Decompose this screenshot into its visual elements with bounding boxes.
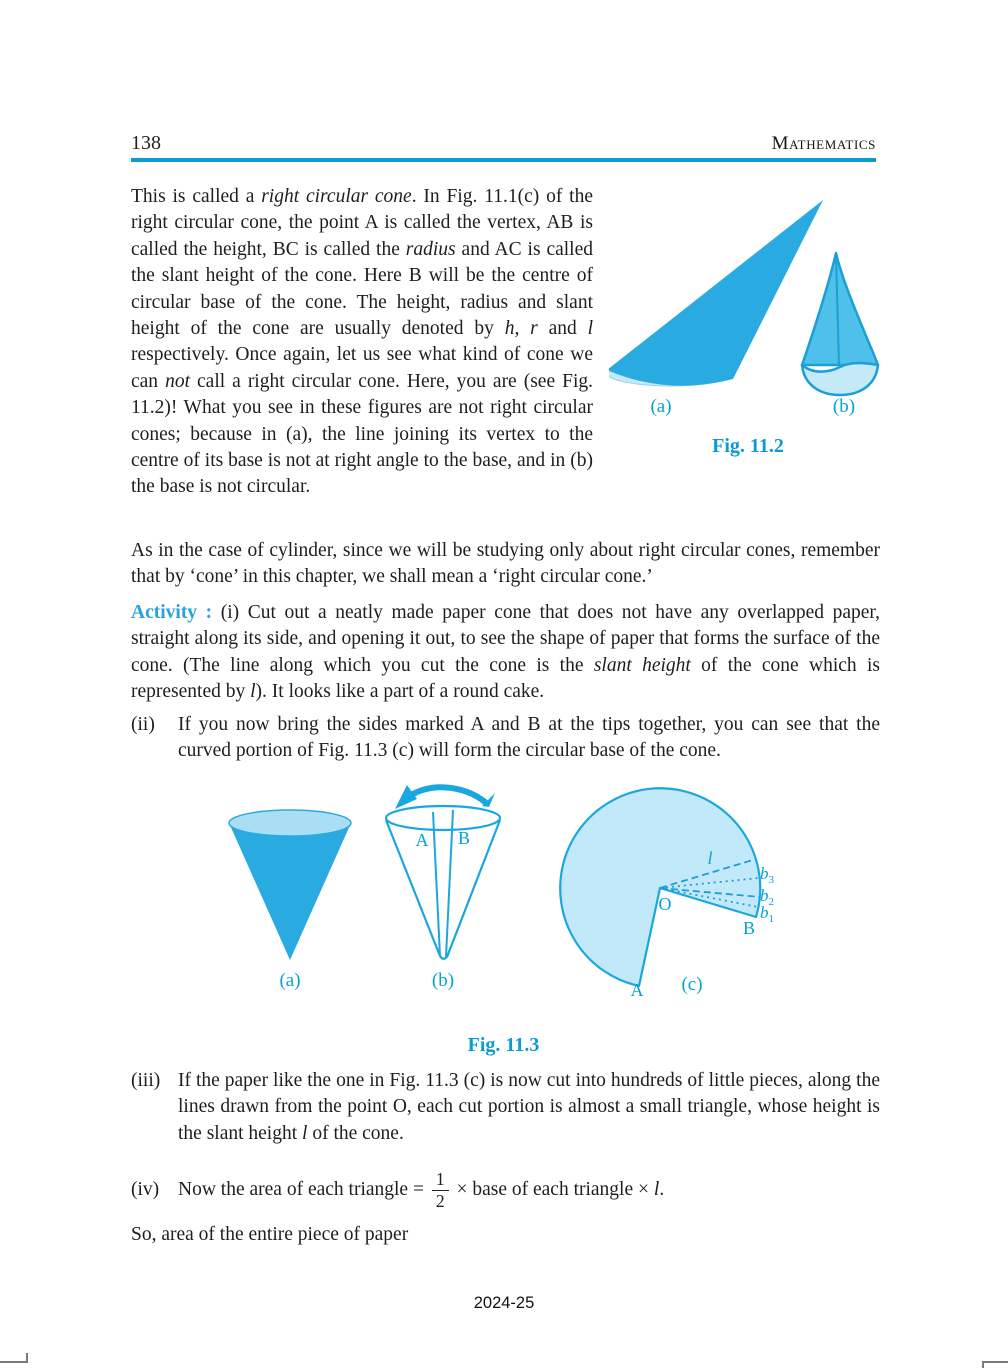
slit-right-edge [446, 810, 453, 957]
point-a-label: A [630, 980, 644, 1000]
list-item-ii [131, 712, 880, 765]
header-rule [131, 158, 876, 162]
crop-mark-bottom-left-tick [26, 1353, 28, 1363]
cut-cone-illustration [386, 785, 500, 959]
b2-subscript: 2 [768, 896, 774, 908]
cut-cone-rim-ellipse [386, 806, 500, 830]
page-number: 138 [131, 132, 161, 154]
activity-text: (i) Cut out a neatly made paper cone that does not have any overlapped paper, straight along its side, and opening it out, to see the shape of paper that forms the surface of the cone. (The line along which you cut the cone is the slant height of the cone which is represented by l). It looks like a part of a round cake. [131, 602, 881, 703]
intro-section [131, 184, 891, 501]
fig-11-3-label-a: (a) [279, 970, 301, 991]
cone-b-wavy-base [802, 363, 878, 395]
unrolled-sector-illustration [560, 788, 760, 986]
crop-mark-bottom-left [0, 1361, 26, 1363]
item-iii-marker: (iii) [131, 1070, 161, 1091]
point-b-label: B [742, 918, 756, 938]
cone-note-paragraph: As in the case of cylinder, since we will be studying only about right circular cones, remember that by ‘cone’ in this chapter, we shall mean a ‘right circular cone.’ [131, 540, 880, 588]
fraction-denominator: 2 [435, 1190, 445, 1211]
one-half-fraction [432, 1170, 449, 1211]
fig-11-2-label-b: (b) [832, 396, 856, 417]
item-iv-marker: (iv) [131, 1179, 160, 1200]
running-head: Mathematics [771, 133, 876, 154]
b1-base: b [760, 903, 769, 922]
crop-mark-bottom-right-tick [982, 1361, 984, 1368]
unroll-arrow-head [395, 785, 417, 809]
noncircular-base-cone-illustration [802, 253, 878, 395]
page-footer: 2024-25 [473, 1294, 535, 1312]
slit-label-b: B [457, 828, 471, 848]
item-ii-text: If you now bring the sides marked A and B at the tips together, you can see that the curved portion of Fig. 11.3 (c) will form the circular base of the cone. [178, 714, 880, 762]
figure-11-3 [200, 780, 900, 1017]
item-iv-text [178, 1170, 664, 1211]
slant-height-label: l [707, 848, 713, 868]
page-header [131, 132, 876, 155]
fig-11-2-label-a: (a) [650, 396, 672, 417]
figure-11-2-svg [609, 188, 891, 460]
center-o-label: O [658, 894, 672, 914]
fraction-numerator: 1 [432, 1170, 449, 1191]
item-ii-marker: (ii) [131, 714, 155, 735]
fig-11-3-label-c: (c) [681, 974, 703, 995]
oblique-cone-illustration [609, 200, 823, 386]
cut-cone-left-side [386, 820, 440, 956]
fig-11-2-caption: Fig. 11.2 [712, 435, 784, 457]
item-iv-before: Now the area of each triangle = [178, 1178, 429, 1200]
slit-label-a: A [415, 830, 429, 850]
solid-cone-illustration [229, 810, 351, 960]
b3-label [760, 864, 775, 886]
b3-subscript: 3 [768, 874, 774, 886]
figure-11-3-svg [200, 780, 900, 1012]
oblique-cone-body [609, 200, 823, 386]
unroll-arrow [406, 787, 485, 802]
b3-base: b [760, 864, 769, 883]
item-iv-after: × base of each triangle × l. [451, 1178, 665, 1200]
fig-11-3-caption: Fig. 11.3 [467, 1034, 540, 1056]
intro-paragraph: This is called a right circular cone. In Fig. 11.1(c) of the right circular cone, the point A is called the vertex, AB is called the height, BC is called the radius and AC is called the slant height of the cone. Here B will be the centre of circular base of the cone. The height, radius and slant height of the cone are usually denoted by h, r and l respectively. Once again, let us see what kind of cone we can not call a right circular cone. Here, you are (see Fig. 11.2)! What you see in these figures are not right circular cones; because in (a), the line joining its vertex to the centre of its base is not at right angle to the base, and in (b) the base is not circular. [131, 186, 594, 498]
activity-paragraph [131, 600, 880, 706]
fig-11-3-label-b: (b) [431, 970, 455, 991]
slit-left-edge [433, 812, 440, 956]
cone-b-body [802, 253, 878, 365]
solid-cone-top-ellipse [229, 810, 351, 836]
activity-label: Activity : [131, 602, 213, 623]
cut-cone-right-side [447, 820, 500, 957]
figure-11-2 [609, 188, 891, 501]
solid-cone-body [229, 823, 351, 960]
b1-subscript: 1 [768, 913, 774, 925]
crop-mark-bottom-right [982, 1361, 1008, 1363]
item-iii-text: If the paper like the one in Fig. 11.3 (c) is now cut into hundreds of little pieces, along the lines drawn from the point O, each cut portion is almost a small triangle, whose height is the slant height l of the cone. [178, 1070, 880, 1144]
list-item-iv [131, 1156, 880, 1224]
closing-line: So, area of the entire piece of paper [131, 1224, 409, 1245]
b2-base: b [760, 886, 769, 905]
list-item-iii [131, 1068, 880, 1147]
